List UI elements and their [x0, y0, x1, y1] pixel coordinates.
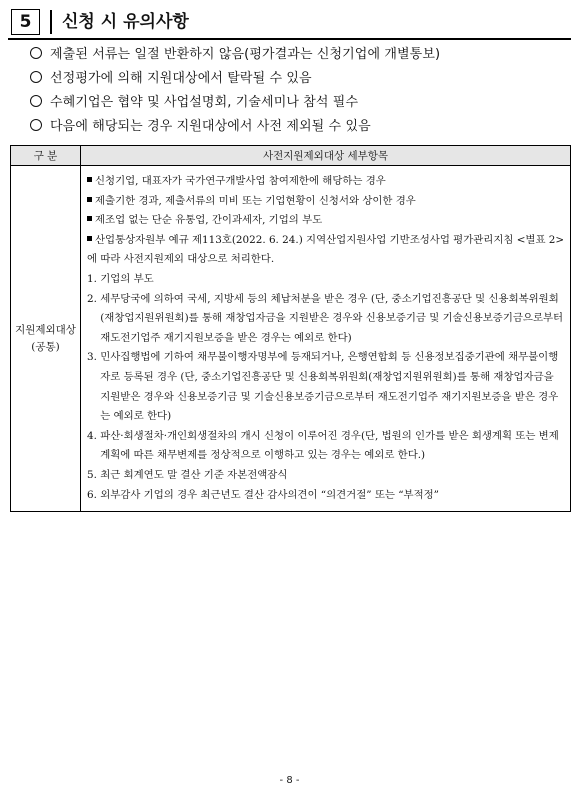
- bullet-text: 제출기한 경과, 제출서류의 미비 또는 기업현황이 신청서와 상이한 경우: [95, 194, 416, 207]
- item-number: 6.: [87, 488, 97, 501]
- table-row: [11, 166, 571, 512]
- item-text: 최근 회계연도 말 결산 기준 자본전액잠식: [100, 468, 288, 481]
- numbered-item: [87, 427, 566, 466]
- item-number: 5.: [87, 468, 97, 481]
- bullet-text: 신청기업, 대표자가 국가연구개발사업 참여제한에 해당하는 경우: [95, 175, 386, 187]
- bullet-item: [87, 211, 566, 231]
- section-title-divider: [50, 10, 52, 34]
- item-text: 세무당국에 의하여 국세, 지방세 등의 체납처분을 받은 경우 (단, 중소기업진흥공단 및 신용회복위원회(재창업지원위원회)를 통해 재창업자금을 지원받은 경우와 신용보증기금 및 기술신용보증기금으로부터 재도전기업주 재기지원보증을 받은 경우는 예외로 한다): [100, 292, 564, 344]
- square-bullet-icon: [87, 216, 92, 221]
- item-text: 기업의 부도: [100, 272, 154, 285]
- circle-bullet-icon: [30, 47, 42, 59]
- bullet-text: 제조업 없는 단순 유통업, 간이과세자, 기업의 부도: [95, 214, 323, 227]
- notice-text: 제출된 서류는 일절 반환하지 않음(평가결과는 신청기업에 개별통보): [50, 47, 441, 62]
- numbered-item: [87, 348, 566, 426]
- item-number: 3.: [87, 351, 97, 364]
- circle-bullet-icon: [30, 71, 42, 83]
- column-header-details: 사전지원제외대상 세부항목: [81, 146, 571, 166]
- table-header-row: [11, 146, 571, 166]
- bullet-text: 산업통상자원부 예규 제113호(2022. 6. 24.) 지역산업지원사업 기반조성사업 평가관리지침 <별표 2>에 따라 사전지원제외 대상으로 처리한다.: [87, 233, 565, 266]
- circle-bullet-icon: [30, 119, 42, 131]
- numbered-item: [87, 466, 566, 486]
- section-header: [8, 9, 571, 37]
- details-cell: [81, 166, 571, 512]
- bullet-item: [87, 192, 566, 212]
- page-number: - 8 -: [279, 775, 300, 786]
- item-text: 민사집행법에 기하여 채무불이행자명부에 등재되거나, 은행연합회 등 신용정보집중기관에 채무불이행자로 등록된 경우 (단, 중소기업진흥공단 및 신용회복위원회(재창업지원위원회)를 통해 재창업자금을 지원받은 경우와 신용보증기금 및 기술신용보증기금으로부터 재도전기업주 재기지원보증을 받은 경우는 예외로 한다): [100, 351, 559, 423]
- circle-bullet-icon: [30, 95, 42, 107]
- item-number: 2.: [87, 292, 97, 305]
- notice-item: [30, 91, 560, 115]
- bullet-item: [87, 231, 566, 270]
- numbered-item: [87, 270, 566, 290]
- square-bullet-icon: [87, 197, 92, 202]
- category-label: 지원제외대상: [15, 323, 76, 336]
- notice-text: 다음에 해당되는 경우 지원대상에서 사전 제외될 수 있음: [50, 119, 371, 134]
- section-underline: [8, 38, 571, 40]
- numbered-item: [87, 486, 566, 506]
- square-bullet-icon: [87, 177, 92, 182]
- category-cell: [11, 166, 81, 512]
- item-number: 4.: [87, 429, 97, 442]
- item-number: 1.: [87, 272, 97, 285]
- section-title: 신청 시 유의사항: [62, 12, 189, 32]
- notice-item: [30, 67, 560, 91]
- section-number: 5: [11, 9, 40, 35]
- column-header-category: 구 분: [11, 146, 81, 166]
- item-text: 파산·회생절차·개인회생절차의 개시 신청이 이루어진 경우(단, 법원의 인가를 받은 회생계획 또는 변제계획에 따른 채무변제를 정상적으로 이행하고 있는 경우는 예외로 한다.): [100, 429, 559, 462]
- notice-text: 선정평가에 의해 지원대상에서 탈락될 수 있음: [50, 71, 312, 86]
- notice-list: [30, 43, 560, 139]
- notice-text: 수혜기업은 협약 및 사업설명회, 기술세미나 참석 필수: [50, 95, 359, 110]
- exclusion-table: [10, 145, 571, 512]
- item-text: 외부감사 기업의 경우 최근년도 결산 감사의견이 “의견거절” 또는 “부적정”: [100, 488, 439, 501]
- category-sublabel: (공통): [31, 340, 60, 353]
- bullet-item: [87, 172, 566, 192]
- numbered-item: [87, 290, 566, 349]
- notice-item: [30, 43, 560, 67]
- notice-item: [30, 115, 560, 139]
- square-bullet-icon: [87, 236, 92, 241]
